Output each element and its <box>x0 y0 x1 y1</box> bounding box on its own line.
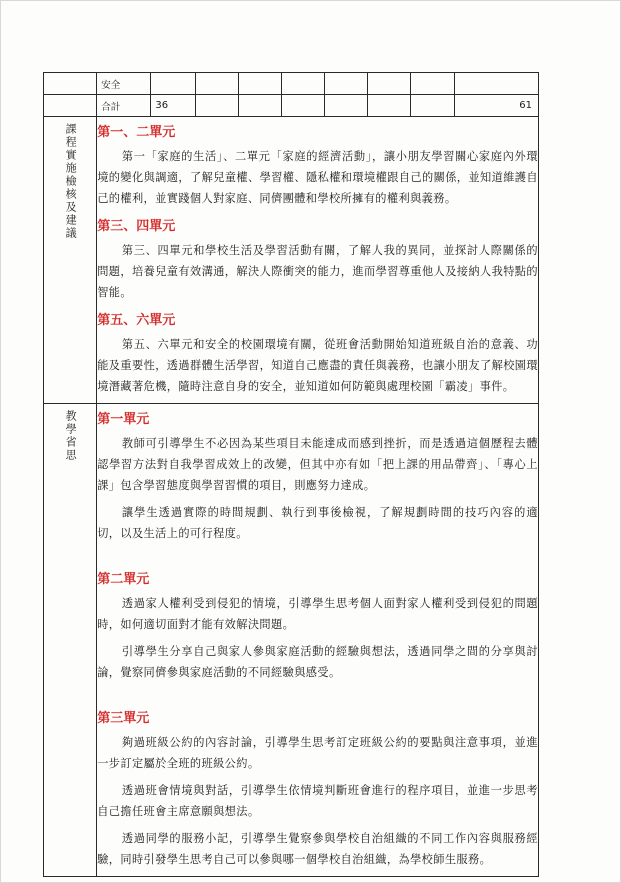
empty-cell <box>238 95 281 117</box>
table-row-safety <box>44 73 539 95</box>
spacer <box>97 550 538 564</box>
empty-cell <box>411 73 454 95</box>
empty-cell <box>281 95 324 117</box>
unit-heading: 第一單元 <box>97 412 150 427</box>
unit-paragraph: 引導學生分享自己與家人參與家庭活動的經驗與想法，透過同學之間的分享與討論，覺察同儕參與家庭活動的不同經驗與感受。 <box>97 645 538 679</box>
unit-heading: 第五、六單元 <box>97 313 176 328</box>
reflection-content <box>97 404 539 877</box>
unit-paragraph: 第一「家庭的生活」、二單元「家庭的經濟活動」，讓小朋友學習關心家庭內外環境的變化與調適，了解兒童權、學習權、隱私權和環境權跟自己的關係，並知道維護自己的權利，並實踐個人對家庭、同儕團體和學校所擁有的權利與義務。 <box>97 150 538 205</box>
spacer <box>97 689 538 703</box>
unit-paragraph: 透過同學的服務小記，引導學生覺察參與學校自治組織的不同工作內容與服務經驗，同時引發學生思考自己可以參與哪一個學校自治組織，為學校師生服務。 <box>97 832 538 866</box>
empty-cell <box>44 95 97 117</box>
unit-paragraph: 透過家人權利受到侵犯的情境，引導學生思考個人面對家人權利受到侵犯的問題時，如何適切面對才能有效解決問題。 <box>97 597 538 631</box>
empty-cell <box>368 73 411 95</box>
empty-cell <box>44 73 97 95</box>
empty-cell <box>195 73 238 95</box>
empty-cell <box>195 95 238 117</box>
unit-paragraph: 夠過班級公約的內容討論，引導學生思考訂定班級公約的要點與注意事項，並進一步訂定屬於全班的班級公約。 <box>97 736 538 770</box>
unit-heading: 第二單元 <box>97 572 150 587</box>
reflection-side-cell <box>44 404 97 877</box>
empty-cell <box>325 95 368 117</box>
check-side-cell <box>44 117 97 404</box>
unit-heading: 第一、二單元 <box>97 125 176 140</box>
curriculum-table <box>43 72 539 877</box>
reflection-side-label: 教學省思 <box>64 410 78 462</box>
unit-heading: 第三單元 <box>97 711 150 726</box>
row-label-safety: 安全 <box>97 73 151 95</box>
unit-paragraph: 第五、六單元和安全的校園環境有關，從班會活動開始知道班級自治的意義、功能及重要性，透過群體生活學習，知道自己應盡的責任與義務，也讓小朋友了解校園環境潛藏著危機，隨時注意自身的安全，並知道如何防範與處理校園「霸凌」事件。 <box>97 338 538 393</box>
unit-paragraph: 讓學生透過實際的時間規劃、執行到事後檢視，了解規劃時間的技巧內容的適切，以及生活上的可行程度。 <box>97 506 538 540</box>
table-row-reflection <box>44 404 539 877</box>
empty-cell <box>454 73 538 95</box>
check-side-label: 課程實施檢核及建議 <box>64 123 78 240</box>
empty-cell <box>151 73 195 95</box>
unit-paragraph: 教師可引導學生不必因為某些項目未能達成而感到挫折，而是透過這個歷程去體認學習方法對自我學習成效上的改變，但其中亦有如「把上課的用品帶齊」、「專心上課」包含學習態度與學習習慣的項目，則應努力達成。 <box>97 437 538 492</box>
row-label-total: 合計 <box>97 95 151 117</box>
empty-cell <box>368 95 411 117</box>
check-content <box>97 117 539 404</box>
table-row-total <box>44 95 539 117</box>
total-value-b: 61 <box>454 95 538 117</box>
empty-cell <box>325 73 368 95</box>
unit-paragraph: 第三、四單元和學校生活及學習活動有關，了解人我的異同，並探討人際關係的問題，培養兒童有效溝通，解決人際衝突的能力，進而學習尊重他人及接納人我特點的智能。 <box>97 244 538 299</box>
table-row-check <box>44 117 539 404</box>
empty-cell <box>411 95 454 117</box>
total-value-a: 36 <box>151 95 195 117</box>
empty-cell <box>238 73 281 95</box>
unit-paragraph: 透過班會情境與對話，引導學生依情境判斷班會進行的程序項目，並進一步思考自己擔任班會主席意願與想法。 <box>97 784 538 818</box>
empty-cell <box>281 73 324 95</box>
unit-heading: 第三、四單元 <box>97 219 176 234</box>
